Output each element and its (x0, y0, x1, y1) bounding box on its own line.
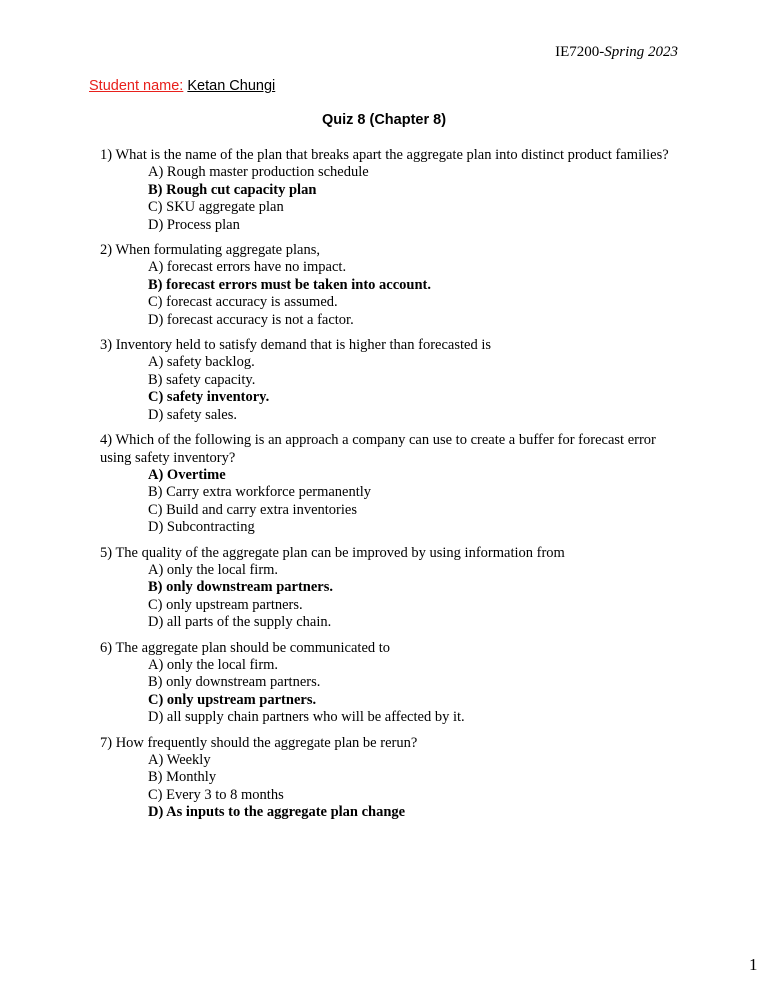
term: Spring 2023 (604, 44, 678, 60)
question (100, 545, 680, 632)
page-number: 1 (749, 955, 758, 974)
page-title: Quiz 8 (Chapter 8) (321, 112, 447, 128)
answer-option-selected: C) only upstream partners. (148, 691, 317, 708)
page-header (555, 44, 678, 61)
question-text: 3) Inventory held to satisfy demand that is higher than forecasted is (100, 337, 491, 354)
answer-option: A) only the local firm. (148, 656, 279, 673)
question (100, 242, 680, 329)
answer-option: D) all parts of the supply chain. (148, 614, 332, 631)
answer-option: C) only upstream partners. (148, 596, 303, 613)
student-line (89, 78, 275, 94)
answer-option: D) safety sales. (148, 406, 237, 423)
question (100, 735, 680, 822)
answer-option: D) Subcontracting (148, 519, 255, 536)
answer-option: D) all supply chain partners who will be affected by it. (148, 709, 465, 726)
answer-option: C) SKU aggregate plan (148, 199, 284, 216)
answer-option: A) Weekly (148, 752, 211, 768)
answer-option: C) forecast accuracy is assumed. (148, 294, 338, 311)
answer-option-selected: B) only downstream partners. (148, 579, 334, 596)
answer-option-selected: B) forecast errors must be taken into account. (148, 276, 431, 293)
question-text: 2) When formulating aggregate plans, (100, 242, 320, 259)
answer-option-selected: C) safety inventory. (148, 389, 270, 406)
answer-option: B) Carry extra workforce permanently (148, 484, 372, 501)
answer-option: D) forecast accuracy is not a factor. (148, 311, 354, 328)
answer-option: B) only downstream partners. (148, 674, 321, 691)
question-text: 1) What is the name of the plan that breaks apart the aggregate plan into distinct product families? (100, 147, 669, 163)
answer-option-selected: D) As inputs to the aggregate plan change (148, 804, 406, 821)
answer-option-selected: A) Overtime (148, 466, 226, 483)
answer-option: B) Monthly (148, 769, 217, 786)
question (100, 337, 680, 424)
question-list (100, 147, 680, 830)
question-text: 4) Which of the following is an approach a company can use to create a buffer for forecast error using safety inventory? (100, 432, 656, 466)
answer-option: B) safety capacity. (148, 371, 256, 388)
question (100, 432, 680, 536)
question (100, 640, 680, 727)
answer-option-selected: B) Rough cut capacity plan (148, 181, 317, 198)
question-text: 7) How frequently should the aggregate plan be rerun? (100, 734, 418, 751)
question (100, 147, 680, 234)
student-name: Ketan Chungi (187, 78, 276, 94)
answer-option: D) Process plan (148, 216, 240, 233)
answer-option: A) Rough master production schedule (148, 164, 369, 181)
answer-option: A) only the local firm. (148, 561, 279, 578)
question-text: 5) The quality of the aggregate plan can be improved by using information from (100, 544, 565, 561)
course-code: IE7200- (555, 44, 605, 60)
student-name-label: Student name: (89, 78, 184, 94)
answer-option: A) safety backlog. (148, 354, 255, 371)
question-text: 6) The aggregate plan should be communicated to (100, 639, 391, 656)
answer-option: C) Build and carry extra inventories (148, 501, 357, 518)
answer-option: C) Every 3 to 8 months (148, 786, 284, 803)
answer-option: A) forecast errors have no impact. (148, 259, 347, 276)
